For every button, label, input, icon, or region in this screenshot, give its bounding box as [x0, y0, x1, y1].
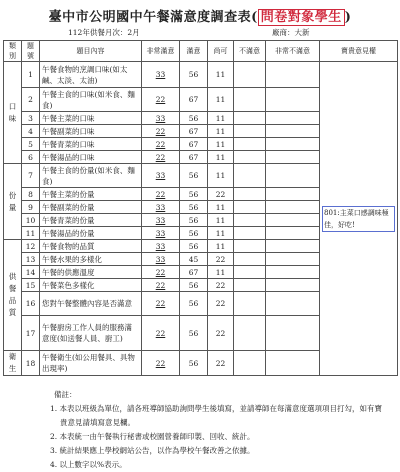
satisfied-value: 45 — [180, 253, 208, 266]
row-question: 午餐主食的份量(如米食、麵食) — [40, 164, 142, 188]
category-quality: 供餐品質 — [4, 240, 22, 351]
row-number: 10 — [22, 214, 40, 227]
very-satisfied-value: 33 — [155, 171, 166, 180]
unsatisfied-cell — [234, 62, 266, 88]
very-satisfied-value: 22 — [155, 126, 166, 136]
category-portion: 份量 — [4, 164, 22, 240]
row-number: 16 — [22, 292, 40, 316]
row-question: 午餐青菜的份量 — [40, 214, 142, 227]
row-question: 午餐食物的品質 — [40, 240, 142, 253]
very-satisfied-value: 22 — [155, 328, 166, 338]
very-satisfied-value: 22 — [155, 358, 166, 368]
row-question: 午餐廚房工作人員的服務滿意度(如送餐人員、廚工) — [40, 316, 142, 351]
header-very-unsatisfied: 非常不滿意 — [266, 41, 320, 62]
ok-value: 22 — [208, 279, 234, 292]
ok-value: 11 — [208, 125, 234, 138]
satisfied-value: 67 — [180, 88, 208, 112]
satisfied-value: 56 — [180, 112, 208, 125]
header-very-satisfied: 非常滿意 — [142, 41, 180, 62]
page-title — [0, 6, 400, 25]
ok-value: 11 — [208, 214, 234, 227]
row-number: 3 — [22, 112, 40, 125]
satisfied-value: 56 — [180, 201, 208, 214]
row-question: 午餐衛生(如公用餐具、具物出現率) — [40, 351, 142, 376]
satisfied-value: 56 — [180, 164, 208, 188]
row-question: 您對午餐整體內容是否滿意 — [40, 292, 142, 316]
very-unsatisfied-cell — [266, 62, 320, 88]
vendor-name: 廠商：大新 — [272, 28, 310, 37]
ok-value: 22 — [208, 188, 234, 201]
very-satisfied-value: 33 — [155, 70, 166, 79]
satisfied-value: 67 — [180, 266, 208, 279]
satisfied-value: 56 — [180, 227, 208, 240]
row-question: 午餐副菜的份量 — [40, 201, 142, 214]
satisfied-value: 56 — [180, 188, 208, 201]
very-satisfied-value: 22 — [155, 267, 166, 277]
header-question: 題目內容 — [40, 41, 142, 62]
title-end: ) — [344, 10, 352, 25]
row-number: 17 — [22, 316, 40, 351]
very-satisfied-value: 22 — [155, 152, 166, 162]
row-question: 午餐副菜的口味 — [40, 125, 142, 138]
ok-value: 22 — [208, 253, 234, 266]
row-question: 午餐水果的多樣化 — [40, 253, 142, 266]
ok-value: 22 — [208, 316, 234, 351]
category-taste: 口味 — [4, 62, 22, 164]
row-question: 午餐湯品的口味 — [40, 151, 142, 164]
ok-value: 11 — [208, 62, 234, 88]
satisfied-value: 56 — [180, 292, 208, 316]
row-number: 7 — [22, 164, 40, 188]
row-number: 4 — [22, 125, 40, 138]
satisfied-value: 56 — [180, 316, 208, 351]
title-highlight: 問卷對象學生 — [258, 9, 345, 26]
row-number: 9 — [22, 201, 40, 214]
note-item: 4. 以上數字以%表示。 — [50, 460, 127, 469]
very-satisfied-value: 33 — [155, 228, 166, 238]
ok-value: 22 — [208, 351, 234, 376]
note-item: 3. 統計結果應上學校網站公告，以作為學校午餐改善之依據。 — [50, 446, 255, 455]
table-header — [4, 41, 398, 62]
row-number: 6 — [22, 151, 40, 164]
row-number: 8 — [22, 188, 40, 201]
very-satisfied-value: 22 — [155, 139, 166, 149]
suggestion-text: 801:主菜口感調味極佳，好吃! — [322, 206, 395, 232]
row-question: 午餐青菜的口味 — [40, 138, 142, 151]
ok-value: 11 — [208, 266, 234, 279]
ok-value: 22 — [208, 292, 234, 316]
row-number: 15 — [22, 279, 40, 292]
survey-table — [3, 40, 398, 376]
row-number: 12 — [22, 240, 40, 253]
row-number: 13 — [22, 253, 40, 266]
row-number: 18 — [22, 351, 40, 376]
title-main: 臺中市公明國中午餐滿意度調查表( — [48, 10, 258, 25]
row-question: 午餐湯品的份量 — [40, 227, 142, 240]
very-satisfied-value: 33 — [155, 202, 166, 212]
row-number: 2 — [22, 88, 40, 112]
ok-value: 11 — [208, 227, 234, 240]
notes-section — [26, 388, 386, 472]
satisfied-value: 56 — [180, 279, 208, 292]
satisfied-value: 56 — [180, 62, 208, 88]
ok-value: 11 — [208, 88, 234, 112]
satisfied-value: 67 — [180, 125, 208, 138]
ok-value: 11 — [208, 240, 234, 253]
table-row — [4, 62, 398, 88]
category-hygiene: 衛生 — [4, 351, 22, 376]
very-satisfied-value: 22 — [155, 299, 166, 308]
header-suggestion: 寶貴意見權 — [320, 41, 398, 62]
very-satisfied-value: 33 — [155, 254, 166, 264]
very-satisfied-value: 22 — [155, 189, 166, 199]
satisfied-value: 56 — [180, 214, 208, 227]
satisfied-value: 67 — [180, 138, 208, 151]
header-category: 類別 — [4, 41, 22, 62]
row-question: 午餐主菜的口味 — [40, 112, 142, 125]
ok-value: 11 — [208, 164, 234, 188]
row-question: 午餐食物的烹調口味(如太鹹、太淡、太油) — [40, 62, 142, 88]
row-question: 午餐主菜的份量 — [40, 188, 142, 201]
ok-value: 11 — [208, 138, 234, 151]
row-question: 午餐主食的口味(如米食、麵食) — [40, 88, 142, 112]
notes-heading: 備註： — [54, 390, 77, 399]
ok-value: 11 — [208, 151, 234, 164]
ok-value: 11 — [208, 112, 234, 125]
row-question: 午餐的供應溫度 — [40, 266, 142, 279]
very-satisfied-value: 33 — [155, 241, 166, 251]
supply-period: 112年供餐月次：2月 — [68, 28, 140, 37]
satisfied-value: 56 — [180, 240, 208, 253]
header-ok: 尚可 — [208, 41, 234, 62]
satisfied-value: 56 — [180, 351, 208, 376]
row-number: 11 — [22, 227, 40, 240]
row-number: 14 — [22, 266, 40, 279]
note-item: 2. 本表統一由午餐執行秘書或校園營養師印製、回收、統計。 — [50, 432, 255, 441]
very-satisfied-value: 22 — [155, 95, 166, 104]
very-satisfied-value: 33 — [155, 215, 166, 225]
ok-value: 11 — [208, 201, 234, 214]
header-satisfied: 滿意 — [180, 41, 208, 62]
header-unsatisfied: 不滿意 — [234, 41, 266, 62]
satisfied-value: 67 — [180, 151, 208, 164]
header-number: 題號 — [22, 41, 40, 62]
note-item: 1. 本表以班級為單位，請各班導師協助詢問學生後填寫，並請導師在每滿意度選項項目打勾，如有寶貴意見請填寫意見欄。 — [50, 404, 383, 427]
row-number: 5 — [22, 138, 40, 151]
suggestion-cell — [320, 62, 398, 376]
row-number: 1 — [22, 62, 40, 88]
row-question: 午餐菜色多樣化 — [40, 279, 142, 292]
very-satisfied-value: 22 — [155, 280, 166, 290]
very-satisfied-value: 33 — [155, 113, 166, 123]
